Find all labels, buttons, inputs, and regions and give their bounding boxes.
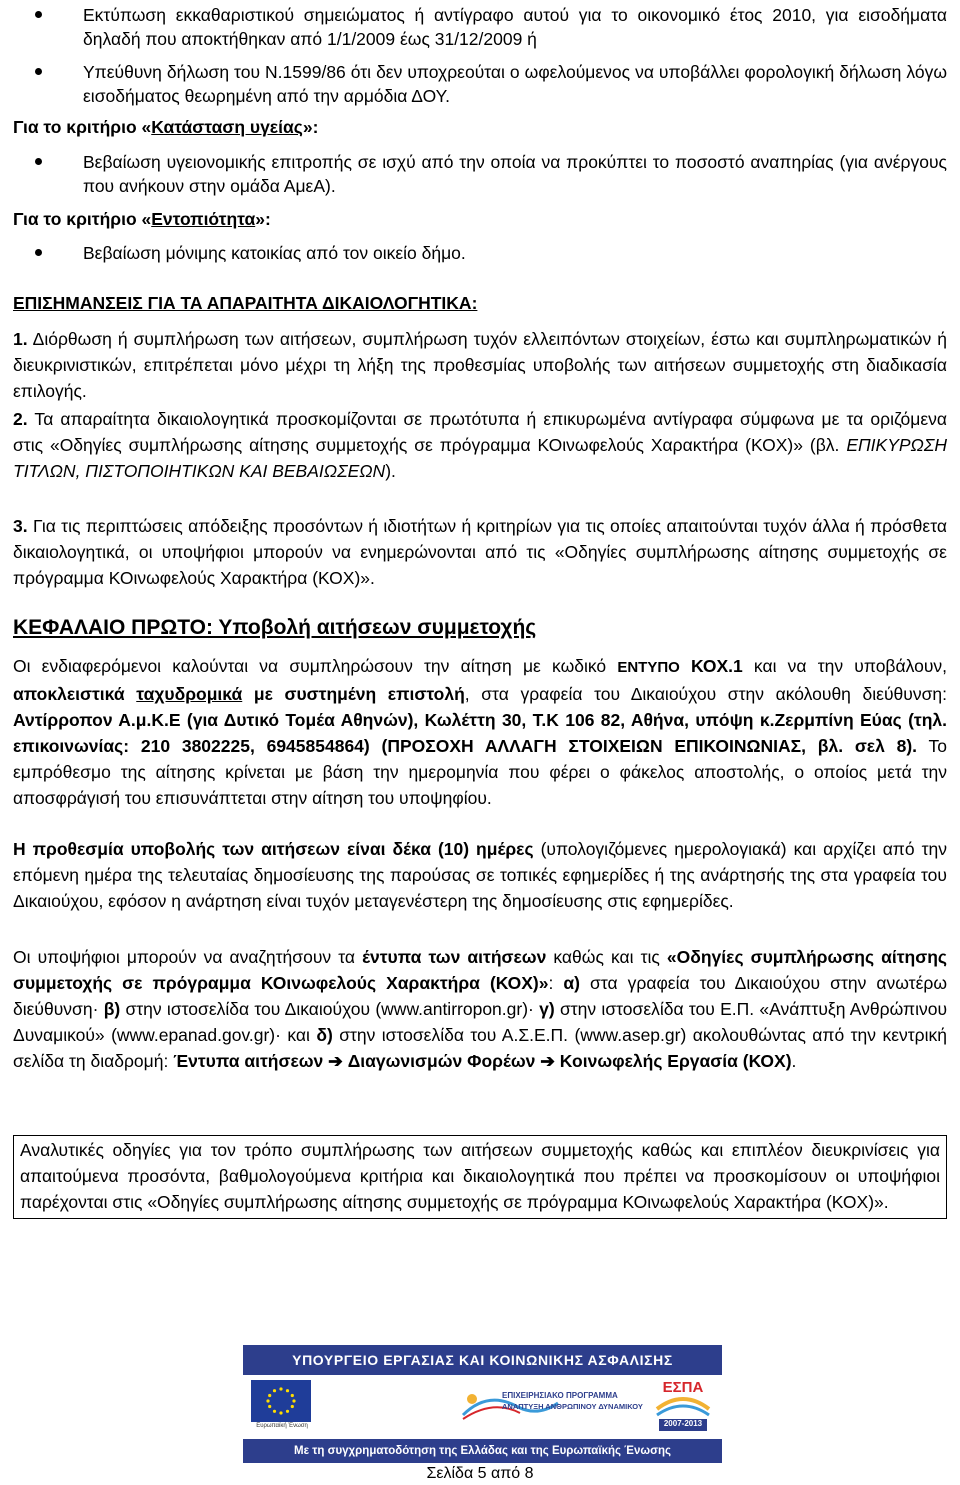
notes-heading: ΕΠΙΣΗΜΑΝΣΕΙΣ ΓΙΑ ΤΑ ΑΠΑΡΑΙΤΗΤΑ ΔΙΚΑΙΟΛΟΓΗΤΙΚΑ: (13, 293, 478, 313)
espa-label: ΕΣΠΑ (662, 1379, 704, 1396)
criterion-heading-health: Για το κριτήριο «Κατάσταση υγείας»: (13, 117, 319, 137)
cofunding-line: Με τη συγχρηματοδότηση της Ελλάδας και της Ευρωπαϊκής Ένωσης (294, 1445, 671, 1457)
operational-program-logo (458, 1385, 648, 1425)
bullet-dot-icon (35, 68, 42, 75)
eu-caption: Ευρωπαϊκή Ένωση (256, 1423, 308, 1429)
page-number: Σελίδα 5 από 8 (426, 1465, 534, 1482)
chapter-paragraph-3: Οι υποψήφιοι μπορούν να αναζητήσουν τα έντυπα των αιτήσεων καθώς και τις «Οδηγίες συμπλήρωσης αίτησης συμμετοχής σε πρόγραμμα ΚΟινωφελούς Χαρακτήρα (ΚΟΧ)»: α) στα γραφεία του Δικαιούχου στην ανωτέρω διεύθυνση· β) στην ιστοσελίδα του Δικαιούχου (www.antirropon.gr)· γ) στην ιστοσελίδα του Ε.Π. «Ανάπτυξη Ανθρώπινου Δυναμικού» (www.epanad.gov.gr)· και δ) στην ιστοσελίδα του Α.Σ.Ε.Π. (www.asep.gr) ακολουθώντας από την κεντρική σελίδα τη διαδρομή: Έντυπα αιτήσεων ➔ Διαγωνισμών Φορέων ➔ Κοινωφελής Εργασία (ΚΟΧ). (13, 947, 948, 1071)
bullet-dot-icon (35, 158, 42, 165)
chapter-paragraph-1: Οι ενδιαφερόμενοι καλούνται να συμπληρώσουν την αίτηση με κωδικό ΕΝΤΥΠΟ ΚΟΧ.1 και να την υποβάλουν, αποκλειστικά ταχυδρομικά με συστημένη επιστολή, στα γραφεία του Δικαιούχου στην ακόλουθη διεύθυνση: Αντίρροπον Α.μ.Κ.Ε (για Δυτικό Τομέα Αθηνών), Κωλέττη 30, Τ.Κ 106 82, Αθήνα, υπόψη κ.Ζερμπίνη Εύας (τηλ. επικοινωνίας: 210 3802225, 6945854864) (ΠΡΟΣΟΧΗ ΑΛΛΑΓΗ ΣΤΟΙΧΕΙΩΝ ΕΠΙΚΟΙΝΩΝΙΑΣ, βλ. σελ 8). Το εμπρόθεσμο της αίτησης κρίνεται με βάση την ημερομηνία που φέρει ο φάκελος αποστολής, ο οποίος μετά την αποσφράγισή του επισυνάπτεται στην αίτηση του υποψηφίου. (13, 656, 948, 808)
bullet-item (83, 150, 947, 198)
bullet-text: Υπεύθυνη δήλωση του Ν.1599/86 ότι δεν υποχρεούται ο ωφελούμενος να υποβάλλει φορολογική δήλωση λόγω εισοδήματος θεωρημένη από την αρμόδια ΔΟΥ. (83, 62, 947, 106)
arrow-right-icon: ➔ (328, 1051, 343, 1071)
bullet-text: Εκτύπωση εκκαθαριστικού σημειώματος ή αντίγραφο αυτού για το οικονομικό έτος 2010, για εισοδήματα δηλαδή που αποκτήθηκαν από 1/1/2009 έως 31/12/2009 ή (83, 5, 947, 49)
bullet-dot-icon (35, 11, 42, 18)
bullet-item (83, 241, 947, 265)
espa-years: 2007-2013 (663, 1419, 703, 1428)
note-1: 1. Διόρθωση ή συμπλήρωση των αιτήσεων, συμπλήρωση τυχόν ελλειπόντων στοιχείων, έστω και συμπληρωματικών ή διευκρινιστικών, επιτρέπεται μόνο μέχρι τη λήξη της προθεσμίας υποβολής των αιτήσεων συμμετοχής στη διαδικασία επιλογής. (13, 329, 947, 401)
logos-strip (243, 1375, 722, 1439)
funding-banner (243, 1345, 722, 1463)
ministry-title: ΥΠΟΥΡΓΕΙΟ ΕΡΓΑΣΙΑΣ ΚΑΙ ΚΟΙΝΩΝΙΚΗΣ ΑΣΦΑΛΙΣΗΣ (292, 1352, 673, 1368)
program-title: ΕΠΙΧΕΙΡΗΣΙΑΚΟ ΠΡΟΓΡΑΜΜΑ (502, 1391, 618, 1400)
bullet-item (83, 60, 947, 108)
espa-logo (651, 1379, 715, 1434)
arrow-right-icon: ➔ (540, 1051, 555, 1071)
criterion-heading-residence: Για το κριτήριο «Εντοπιότητα»: (13, 209, 271, 229)
bullet-text: Βεβαίωση υγειονομικής επιτροπής σε ισχύ από την οποία να προκύπτει το ποσοστό αναπηρίας (για ανέργους που ανήκουν στην ομάδα ΑμεΑ). (83, 152, 947, 196)
instructions-box: Αναλυτικές οδηγίες για τον τρόπο συμπλήρωσης των αιτήσεων συμμετοχής καθώς και επιπλέον διευκρινίσεις για απαιτούμενα προσόντα, βαθμολογούμενα κριτήρια και δικαιολογητικά που πρέπει να προσκομίσουν οι υποψήφιοι παρέχονται στις «Οδηγίες συμπλήρωσης αίτησης συμμετοχής σε πρόγραμμα ΚΟινωφελούς Χαρακτήρα (ΚΟΧ)». (13, 1135, 947, 1219)
program-subtitle: ΑΝΑΠΤΥΞΗ ΑΝΘΡΩΠΙΝΟΥ ΔΥΝΑΜΙΚΟΥ (502, 1402, 643, 1411)
bullet-text: Βεβαίωση μόνιμης κατοικίας από τον οικείο δήμο. (83, 243, 466, 263)
bullet-item (83, 3, 947, 51)
eu-flag-icon (251, 1380, 311, 1422)
chapter-paragraph-2: Η προθεσμία υποβολής των αιτήσεων είναι δέκα (10) ημέρες (υπολογιζόμενες ημερολογιακά) και αρχίζει από την επόμενη ημέρα της τελευταίας δημοσίευσης της παρούσας σε τοπικές εφημερίδες ή της ανάρτησής της στα γραφεία του Δικαιούχου, εφόσον η ανάρτηση είναι τυχόν μεταγενέστερη της δημοσίευσης στις εφημερίδες. (13, 839, 948, 911)
note-2: 2. Τα απαραίτητα δικαιολογητικά προσκομίζονται σε πρωτότυπα ή επικυρωμένα αντίγραφα σύμφωνα με τα οριζόμενα στις «Οδηγίες συμπλήρωσης αίτησης συμμετοχής σε πρόγραμμα ΚΟινωφελούς Χαρακτήρα (ΚΟΧ)» (βλ. ΕΠΙΚΥΡΩΣΗ ΤΙΤΛΩΝ, ΠΙΣΤΟΠΟΙΗΤΙΚΩΝ ΚΑΙ ΒΕΒΑΙΩΣΕΩΝ). (13, 409, 947, 481)
note-3: 3. Για τις περιπτώσεις απόδειξης προσόντων ή ιδιοτήτων ή κριτηρίων για τις οποίες απαιτούνται τυχόν άλλα ή πρόσθετα δικαιολογητικά, οι υποψήφιοι μπορούν να ενημερώνονται από τις «Οδηγίες συμπλήρωσης αίτησης συμμετοχής σε πρόγραμμα ΚΟινωφελούς Χαρακτήρα (ΚΟΧ)». (13, 516, 947, 588)
chapter-title: ΚΕΦΑΛΑΙΟ ΠΡΩΤΟ: Υποβολή αιτήσεων συμμετοχής (13, 616, 537, 639)
bullet-dot-icon (35, 249, 42, 256)
